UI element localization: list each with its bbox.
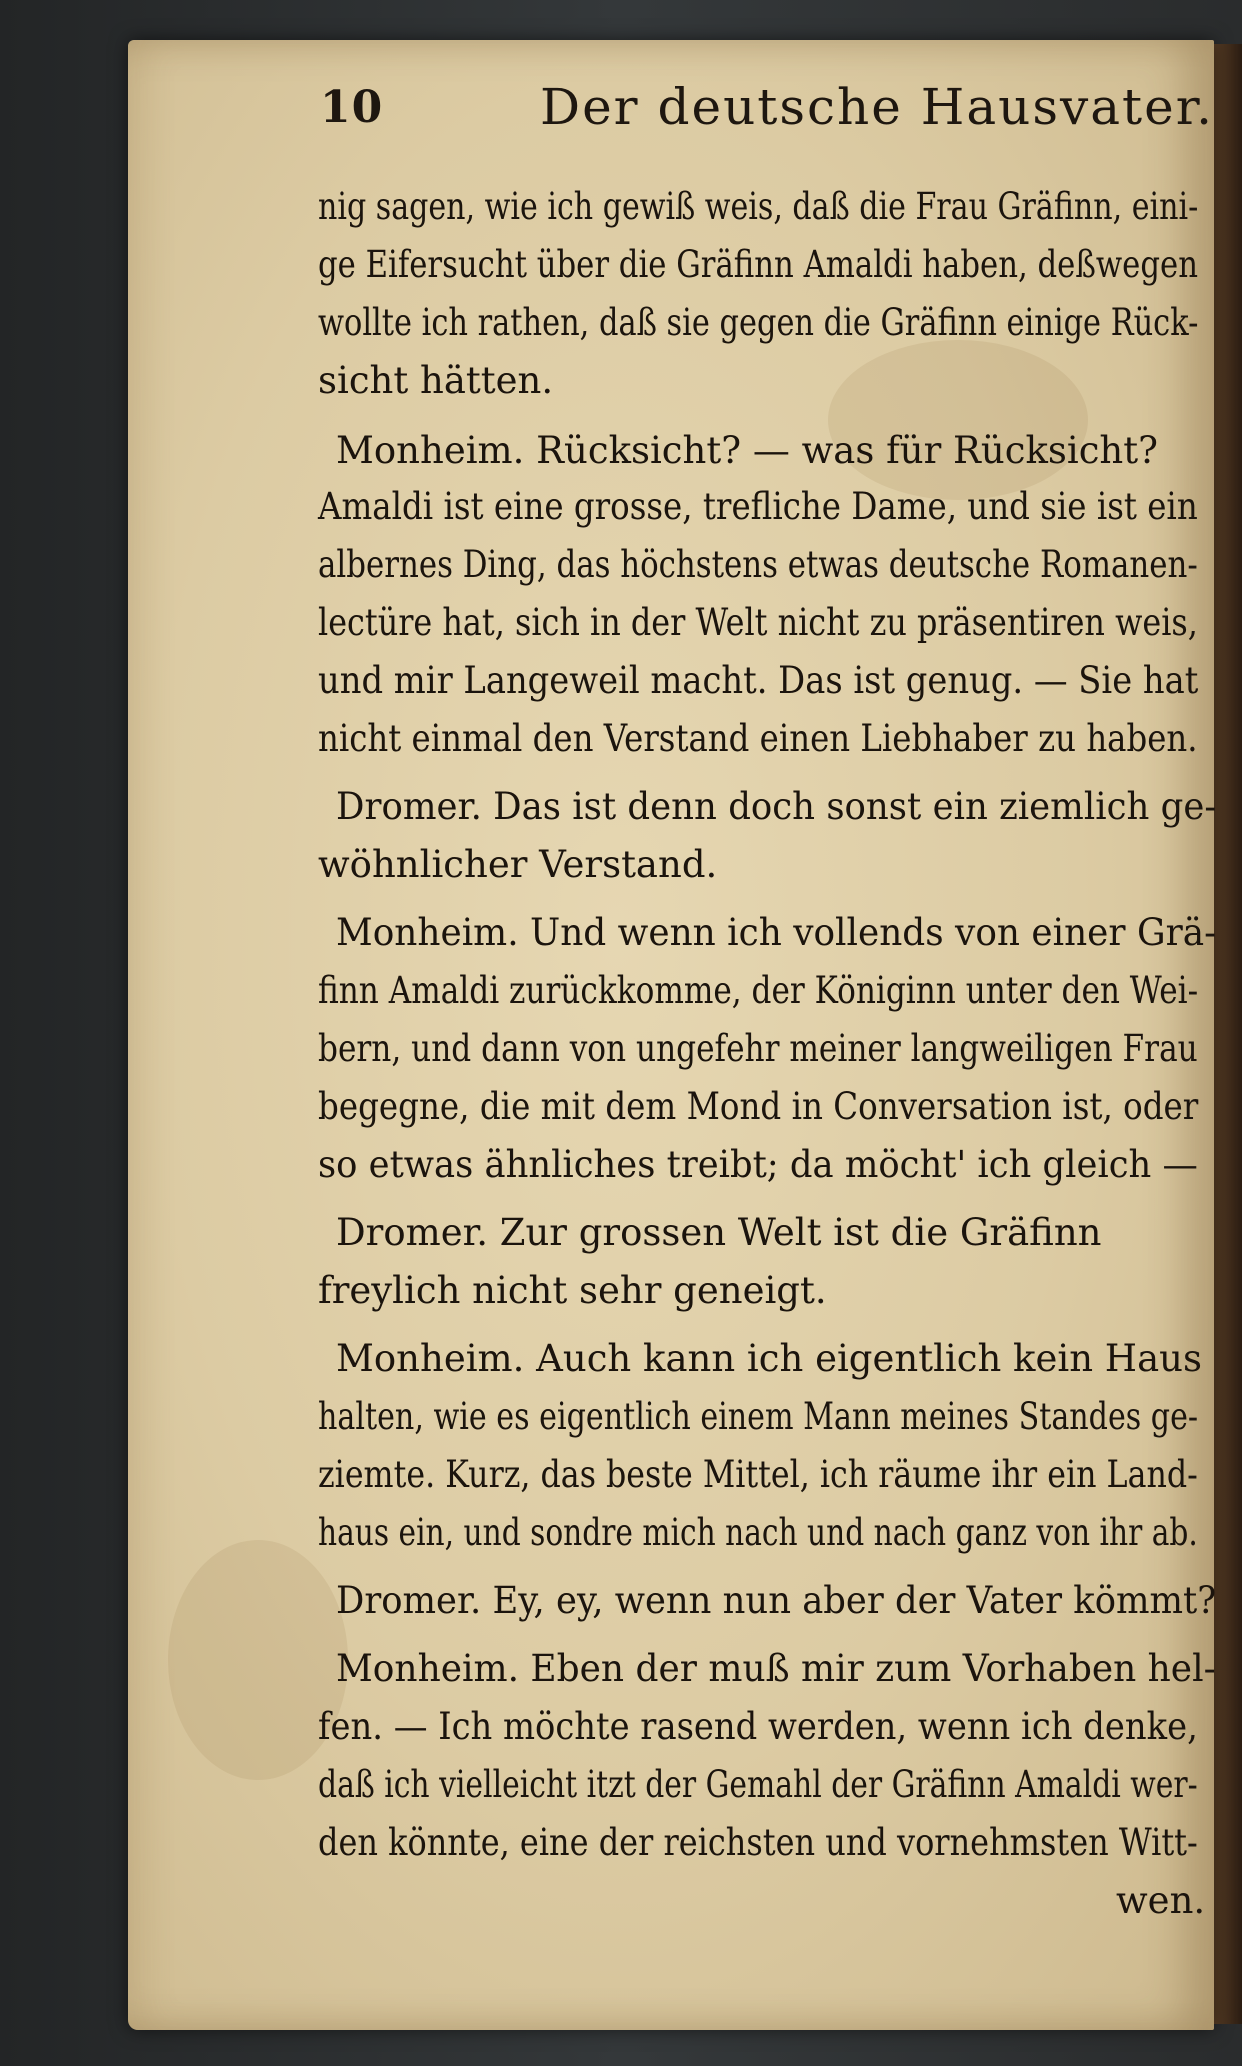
- text-line: sicht hätten.: [318, 359, 554, 402]
- text-line: lectüre hat, sich in der Welt nicht zu präsentiren weis,: [318, 601, 1198, 644]
- text-line: begegne, die mit dem Mond in Conversation ist, oder: [318, 1085, 1199, 1128]
- text-line: finn Amaldi zurückkomme, der Königinn unter den Wei-: [318, 969, 1199, 1012]
- text-line: freylich nicht sehr geneigt.: [318, 1269, 827, 1312]
- text-line: haus ein, und sondre mich nach und nach ganz von ihr ab.: [318, 1511, 1198, 1554]
- text-line: den könnte, eine der reichsten und vornehmsten Witt-: [318, 1821, 1198, 1864]
- running-title: Der deutsche Hausvater.: [540, 78, 1215, 136]
- text-line-speaker: Monheim. Auch kann ich eigentlich kein Haus: [336, 1337, 1202, 1380]
- text-line: so etwas ähnliches treibt; da möcht' ich gleich —: [318, 1143, 1198, 1186]
- text-line: wollte ich rathen, daß sie gegen die Gräfinn einige Rück-: [318, 301, 1199, 344]
- paper-stain: [828, 340, 1088, 500]
- text-line: albernes Ding, das höchstens etwas deutsche Romanen-: [318, 543, 1198, 586]
- text-line: ge Eifersucht über die Gräfinn Amaldi haben, deßwegen: [318, 243, 1198, 286]
- page-number: 10: [320, 82, 384, 133]
- text-line: nicht einmal den Verstand einen Liebhaber zu haben.: [318, 717, 1198, 760]
- text-line-catchword: wen.: [1116, 1879, 1206, 1922]
- text-line-speaker: Dromer. Ey, ey, wenn nun aber der Vater kömmt?: [336, 1579, 1217, 1622]
- text-line-speaker: Monheim. Und wenn ich vollends von einer Grä-: [336, 911, 1217, 954]
- text-line: und mir Langeweil macht. Das ist genug. — Sie hat: [318, 659, 1199, 702]
- text-line: bern, und dann von ungefehr meiner langweiligen Frau: [318, 1027, 1198, 1070]
- text-line-speaker: Dromer. Zur grossen Welt ist die Gräfinn: [336, 1211, 1102, 1254]
- text-line-speaker: Monheim. Rücksicht? — was für Rücksicht?: [336, 429, 1158, 472]
- text-line: wöhnlicher Verstand.: [318, 843, 718, 886]
- text-line-speaker: Dromer. Das ist denn doch sonst ein ziemlich ge-: [336, 785, 1217, 828]
- text-line: nig sagen, wie ich gewiß weis, daß die Frau Gräfinn, eini-: [318, 185, 1199, 228]
- text-line: fen. — Ich möchte rasend werden, wenn ich denke,: [318, 1705, 1198, 1748]
- text-line: daß ich vielleicht itzt der Gemahl der Gräfinn Amaldi wer-: [318, 1763, 1198, 1806]
- text-line: ziemte. Kurz, das beste Mittel, ich räume ihr ein Land-: [318, 1453, 1198, 1496]
- text-line: Amaldi ist eine grosse, trefliche Dame, und sie ist ein: [318, 485, 1198, 528]
- text-line-speaker: Monheim. Eben der muß mir zum Vorhaben hel-: [336, 1647, 1216, 1690]
- text-line: halten, wie es eigentlich einem Mann meines Standes ge-: [318, 1395, 1199, 1438]
